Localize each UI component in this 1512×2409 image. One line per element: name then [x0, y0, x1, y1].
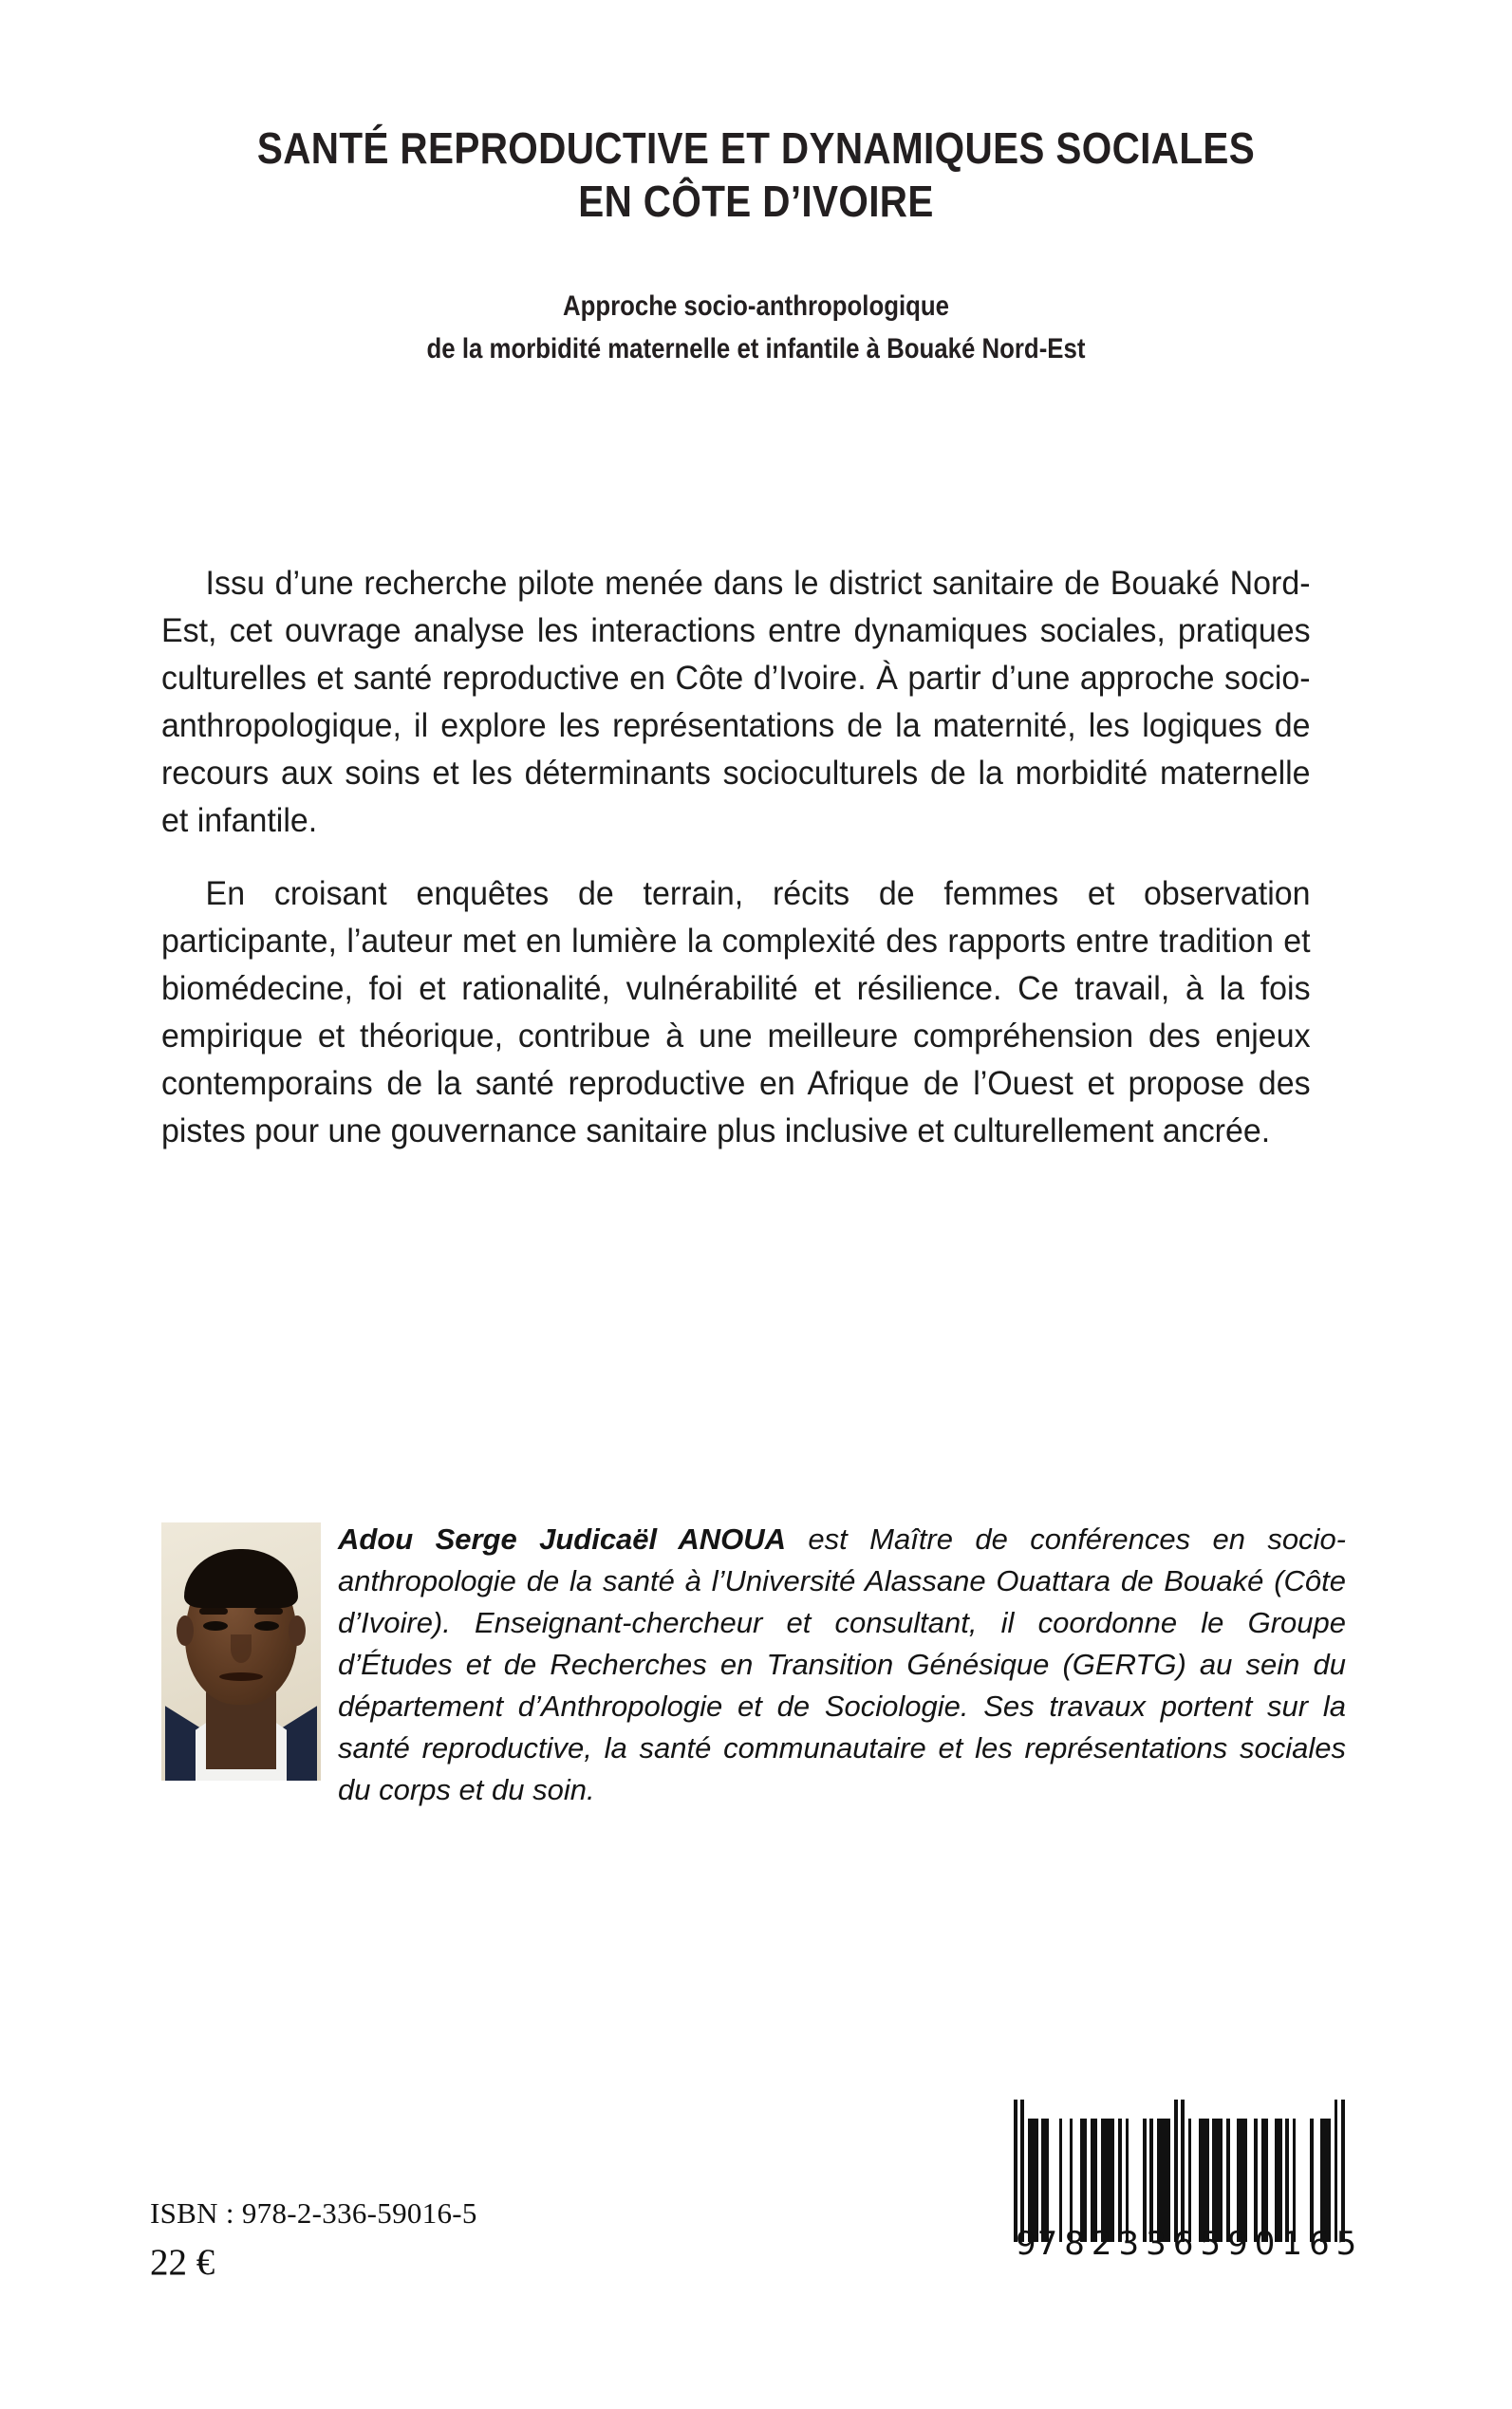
portrait-eye-right: [254, 1621, 279, 1631]
blurb-paragraph-1: Issu d’une recherche pilote menée dans le district sanitaire de Bouaké Nord-Est, cet ouvrage analyse les interactions entre dynamiques sociales, pratiques culturelles et santé reproductive en Côte d’Ivoire. À partir d’une approche socio-anthropologique, il explore les représentations de la maternité, les logiques de recours aux soins et les déterminants socioculturels de la morbidité maternelle et infantile.: [161, 565, 1311, 839]
ean13-barcode: [1014, 2119, 1364, 2263]
subtitle-block: [104, 285, 1408, 370]
portrait-eye-left: [203, 1621, 228, 1631]
portrait-ear-right: [289, 1615, 306, 1646]
barcode-digits: [1014, 2225, 1364, 2263]
isbn-text: ISBN : 978-2-336-59016-5: [150, 2196, 477, 2230]
price-text: 22 €: [150, 2242, 215, 2283]
author-bio-body: est Maître de conférences en socio-anthropologie de la santé à l’Université Alassane Ouattara de Bouaké (Côte d’Ivoire). Enseignant-chercheur et consultant, il coordonne le Groupe d’Études et de Recherches en Transition Génésique (GERTG) au sein du département d’Anthropologie et de Sociologie. Ses travaux portent sur la santé reproductive, la santé communautaire et les représentations sociales du corps et du soin.: [338, 1522, 1347, 1806]
barcode-digit-lead: 9: [1016, 2225, 1037, 2263]
portrait-nose: [231, 1634, 252, 1663]
subtitle-line-2: de la morbidité maternelle et infantile à Bouaké Nord-Est: [426, 333, 1086, 364]
blurb-block: [161, 560, 1346, 1181]
title-line-1: SANTÉ REPRODUCTIVE ET DYNAMIQUES SOCIALES: [256, 123, 1256, 173]
barcode-digits-right-group: 590165: [1200, 2225, 1364, 2263]
portrait-eyebrow-left: [199, 1608, 228, 1615]
title-line-2: EN CÔTE D’IVOIRE: [578, 177, 934, 226]
author-name: Adou Serge Judicaël ANOUA: [338, 1522, 787, 1556]
blurb-paragraph-2: En croisant enquêtes de terrain, récits de femmes et observation participante, l’auteur met en lumière la complexité des rapports entre tradition et biomédecine, foi et rationalité, vulnérabilité et résilience. Ce travail, à la fois empirique et théorique, contribue à une meilleure compréhension des enjeux contemporains de la santé reproductive en Afrique de l’Ouest et propose des pistes pour une gouvernance sanitaire plus inclusive et culturellement ancrée.: [161, 875, 1311, 1149]
portrait-eyebrow-right: [254, 1608, 283, 1615]
portrait-mouth: [219, 1672, 263, 1681]
author-portrait-photo: [161, 1522, 321, 1781]
portrait-ear-left: [177, 1615, 194, 1646]
barcode-digits-left-group: 782336: [1036, 2225, 1201, 2263]
author-bio-block: [161, 1519, 1346, 1811]
title-block: [104, 121, 1408, 228]
barcode-bars: [1014, 2119, 1346, 2242]
isbn-price-block: [150, 2194, 477, 2288]
subtitle-line-1: Approche socio-anthropologique: [562, 290, 950, 322]
author-bio-text: [161, 1519, 1346, 1811]
